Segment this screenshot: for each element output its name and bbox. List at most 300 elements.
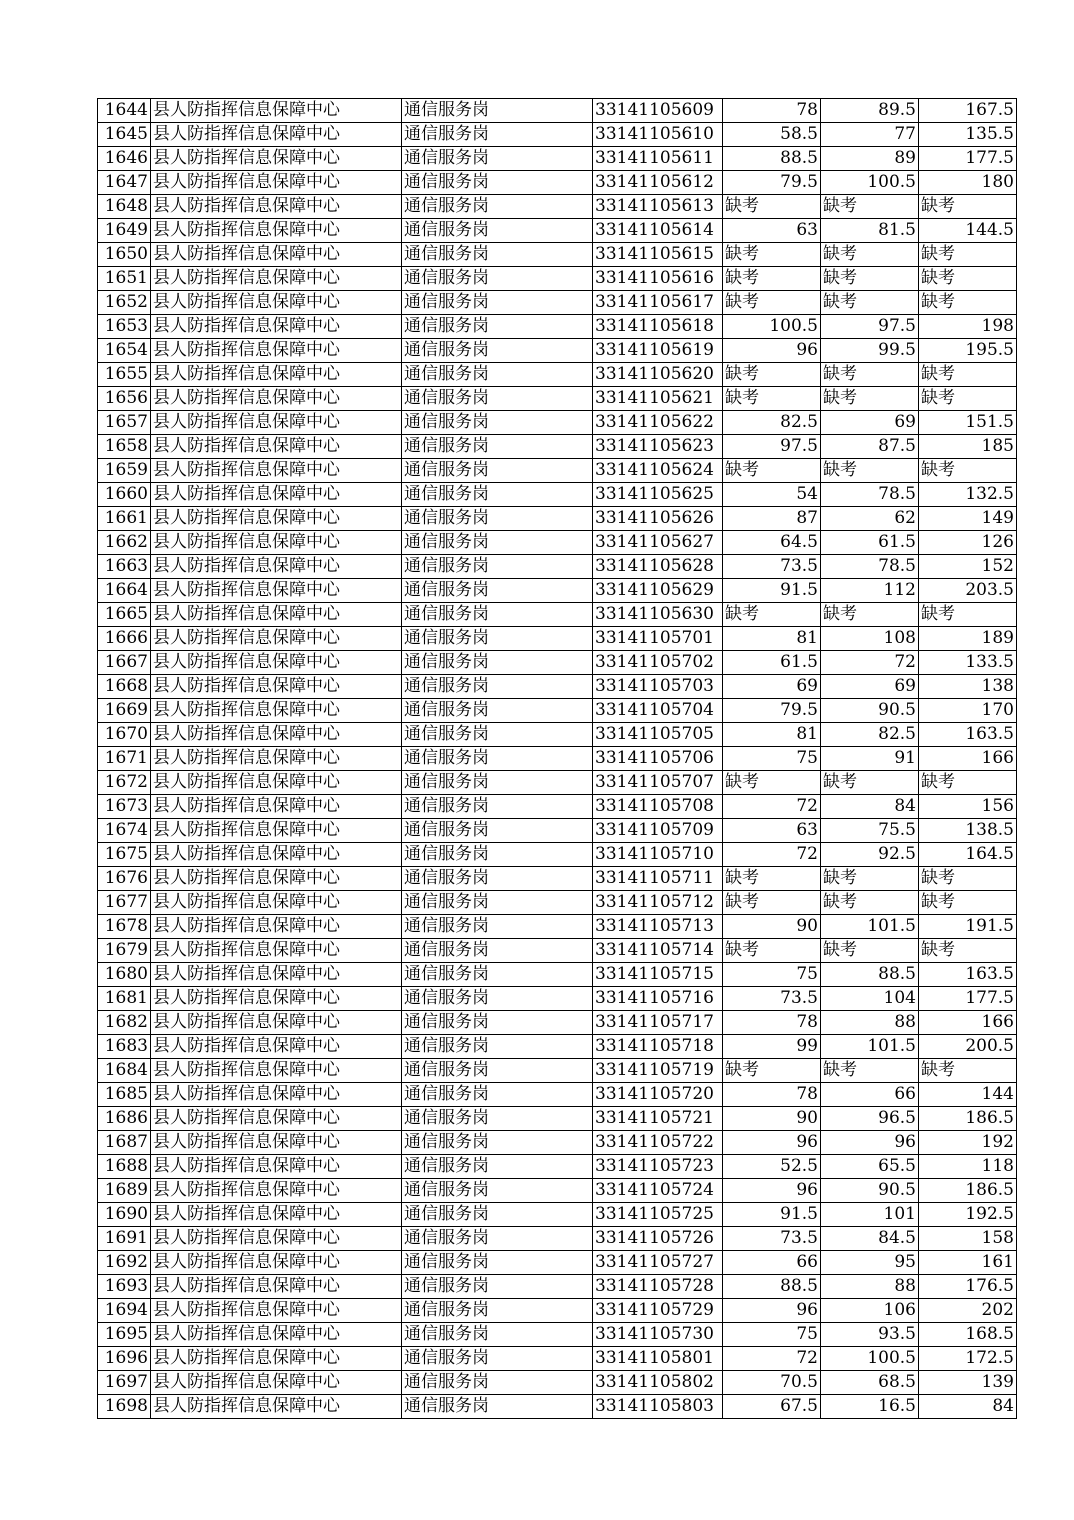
- unit-cell: 县人防指挥信息保障中心: [151, 171, 402, 195]
- table-row: [98, 411, 1017, 435]
- score-2-cell: 100.5: [821, 1347, 919, 1371]
- unit-cell: 县人防指挥信息保障中心: [151, 963, 402, 987]
- row-index-cell: 1672: [98, 771, 151, 795]
- position-cell: 通信服务岗: [402, 1395, 593, 1419]
- unit-cell: 县人防指挥信息保障中心: [151, 291, 402, 315]
- position-cell: 通信服务岗: [402, 867, 593, 891]
- score-2-cell: 89: [821, 147, 919, 171]
- score-1-cell: 63: [723, 819, 821, 843]
- score-1-cell: 82.5: [723, 411, 821, 435]
- score-2-cell: 缺考: [821, 195, 919, 219]
- score-2-cell: 112: [821, 579, 919, 603]
- score-1-cell: 91.5: [723, 579, 821, 603]
- score-1-cell: 缺考: [723, 939, 821, 963]
- score-table: [97, 98, 1017, 1419]
- table-row: [98, 1371, 1017, 1395]
- table-row: [98, 1395, 1017, 1419]
- unit-cell: 县人防指挥信息保障中心: [151, 243, 402, 267]
- exam-id-cell: 33141105707: [593, 771, 723, 795]
- position-cell: 通信服务岗: [402, 1299, 593, 1323]
- score-1-cell: 90: [723, 915, 821, 939]
- score-2-cell: 65.5: [821, 1155, 919, 1179]
- total-score-cell: 202: [919, 1299, 1017, 1323]
- exam-id-cell: 33141105717: [593, 1011, 723, 1035]
- score-2-cell: 99.5: [821, 339, 919, 363]
- score-1-cell: 缺考: [723, 1059, 821, 1083]
- total-score-cell: 195.5: [919, 339, 1017, 363]
- unit-cell: 县人防指挥信息保障中心: [151, 267, 402, 291]
- score-2-cell: 68.5: [821, 1371, 919, 1395]
- exam-id-cell: 33141105716: [593, 987, 723, 1011]
- table-row: [98, 1011, 1017, 1035]
- row-index-cell: 1650: [98, 243, 151, 267]
- table-row: [98, 123, 1017, 147]
- table-row: [98, 819, 1017, 843]
- row-index-cell: 1696: [98, 1347, 151, 1371]
- unit-cell: 县人防指挥信息保障中心: [151, 867, 402, 891]
- unit-cell: 县人防指挥信息保障中心: [151, 891, 402, 915]
- score-1-cell: 81: [723, 627, 821, 651]
- score-2-cell: 缺考: [821, 891, 919, 915]
- score-2-cell: 108: [821, 627, 919, 651]
- position-cell: 通信服务岗: [402, 459, 593, 483]
- unit-cell: 县人防指挥信息保障中心: [151, 123, 402, 147]
- exam-id-cell: 33141105709: [593, 819, 723, 843]
- position-cell: 通信服务岗: [402, 747, 593, 771]
- row-index-cell: 1681: [98, 987, 151, 1011]
- table-row: [98, 363, 1017, 387]
- unit-cell: 县人防指挥信息保障中心: [151, 987, 402, 1011]
- score-1-cell: 64.5: [723, 531, 821, 555]
- table-row: [98, 531, 1017, 555]
- exam-id-cell: 33141105629: [593, 579, 723, 603]
- table-row: [98, 1323, 1017, 1347]
- table-row: [98, 315, 1017, 339]
- score-2-cell: 缺考: [821, 771, 919, 795]
- row-index-cell: 1654: [98, 339, 151, 363]
- exam-id-cell: 33141105719: [593, 1059, 723, 1083]
- table-row: [98, 1275, 1017, 1299]
- total-score-cell: 138: [919, 675, 1017, 699]
- row-index-cell: 1695: [98, 1323, 151, 1347]
- position-cell: 通信服务岗: [402, 1251, 593, 1275]
- score-1-cell: 54: [723, 483, 821, 507]
- table-row: [98, 483, 1017, 507]
- exam-id-cell: 33141105727: [593, 1251, 723, 1275]
- row-index-cell: 1667: [98, 651, 151, 675]
- exam-id-cell: 33141105710: [593, 843, 723, 867]
- score-2-cell: 104: [821, 987, 919, 1011]
- total-score-cell: 139: [919, 1371, 1017, 1395]
- row-index-cell: 1646: [98, 147, 151, 171]
- exam-id-cell: 33141105704: [593, 699, 723, 723]
- exam-id-cell: 33141105715: [593, 963, 723, 987]
- total-score-cell: 135.5: [919, 123, 1017, 147]
- exam-id-cell: 33141105724: [593, 1179, 723, 1203]
- score-1-cell: 缺考: [723, 291, 821, 315]
- row-index-cell: 1684: [98, 1059, 151, 1083]
- unit-cell: 县人防指挥信息保障中心: [151, 1299, 402, 1323]
- unit-cell: 县人防指挥信息保障中心: [151, 483, 402, 507]
- row-index-cell: 1698: [98, 1395, 151, 1419]
- score-2-cell: 缺考: [821, 387, 919, 411]
- score-2-cell: 缺考: [821, 867, 919, 891]
- position-cell: 通信服务岗: [402, 579, 593, 603]
- row-index-cell: 1682: [98, 1011, 151, 1035]
- row-index-cell: 1669: [98, 699, 151, 723]
- score-2-cell: 78.5: [821, 555, 919, 579]
- row-index-cell: 1679: [98, 939, 151, 963]
- total-score-cell: 177.5: [919, 987, 1017, 1011]
- total-score-cell: 191.5: [919, 915, 1017, 939]
- score-1-cell: 72: [723, 795, 821, 819]
- table-row: [98, 915, 1017, 939]
- unit-cell: 县人防指挥信息保障中心: [151, 1035, 402, 1059]
- exam-id-cell: 33141105613: [593, 195, 723, 219]
- score-2-cell: 82.5: [821, 723, 919, 747]
- row-index-cell: 1657: [98, 411, 151, 435]
- row-index-cell: 1676: [98, 867, 151, 891]
- unit-cell: 县人防指挥信息保障中心: [151, 1011, 402, 1035]
- exam-id-cell: 33141105728: [593, 1275, 723, 1299]
- position-cell: 通信服务岗: [402, 1227, 593, 1251]
- score-2-cell: 72: [821, 651, 919, 675]
- table-row: [98, 171, 1017, 195]
- score-2-cell: 90.5: [821, 1179, 919, 1203]
- table-row: [98, 1083, 1017, 1107]
- score-2-cell: 缺考: [821, 267, 919, 291]
- row-index-cell: 1662: [98, 531, 151, 555]
- unit-cell: 县人防指挥信息保障中心: [151, 1083, 402, 1107]
- score-table-body: [98, 99, 1017, 1419]
- position-cell: 通信服务岗: [402, 315, 593, 339]
- row-index-cell: 1645: [98, 123, 151, 147]
- table-row: [98, 699, 1017, 723]
- table-row: [98, 603, 1017, 627]
- row-index-cell: 1673: [98, 795, 151, 819]
- unit-cell: 县人防指挥信息保障中心: [151, 219, 402, 243]
- exam-id-cell: 33141105621: [593, 387, 723, 411]
- exam-id-cell: 33141105726: [593, 1227, 723, 1251]
- total-score-cell: 172.5: [919, 1347, 1017, 1371]
- total-score-cell: 缺考: [919, 459, 1017, 483]
- table-row: [98, 747, 1017, 771]
- exam-id-cell: 33141105711: [593, 867, 723, 891]
- unit-cell: 县人防指挥信息保障中心: [151, 555, 402, 579]
- score-2-cell: 96: [821, 1131, 919, 1155]
- row-index-cell: 1644: [98, 99, 151, 123]
- position-cell: 通信服务岗: [402, 675, 593, 699]
- row-index-cell: 1648: [98, 195, 151, 219]
- table-row: [98, 459, 1017, 483]
- score-2-cell: 101.5: [821, 915, 919, 939]
- score-2-cell: 缺考: [821, 243, 919, 267]
- score-2-cell: 16.5: [821, 1395, 919, 1419]
- exam-id-cell: 33141105624: [593, 459, 723, 483]
- position-cell: 通信服务岗: [402, 1131, 593, 1155]
- position-cell: 通信服务岗: [402, 1155, 593, 1179]
- table-row: [98, 99, 1017, 123]
- exam-id-cell: 33141105708: [593, 795, 723, 819]
- unit-cell: 县人防指挥信息保障中心: [151, 675, 402, 699]
- table-row: [98, 195, 1017, 219]
- table-row: [98, 339, 1017, 363]
- score-1-cell: 缺考: [723, 771, 821, 795]
- score-1-cell: 缺考: [723, 387, 821, 411]
- total-score-cell: 186.5: [919, 1107, 1017, 1131]
- exam-id-cell: 33141105703: [593, 675, 723, 699]
- total-score-cell: 133.5: [919, 651, 1017, 675]
- total-score-cell: 185: [919, 435, 1017, 459]
- total-score-cell: 161: [919, 1251, 1017, 1275]
- exam-id-cell: 33141105619: [593, 339, 723, 363]
- score-1-cell: 91.5: [723, 1203, 821, 1227]
- exam-id-cell: 33141105803: [593, 1395, 723, 1419]
- row-index-cell: 1691: [98, 1227, 151, 1251]
- exam-id-cell: 33141105705: [593, 723, 723, 747]
- position-cell: 通信服务岗: [402, 195, 593, 219]
- score-1-cell: 96: [723, 1299, 821, 1323]
- score-2-cell: 69: [821, 675, 919, 699]
- position-cell: 通信服务岗: [402, 387, 593, 411]
- table-row: [98, 795, 1017, 819]
- score-2-cell: 缺考: [821, 603, 919, 627]
- score-1-cell: 75: [723, 963, 821, 987]
- score-1-cell: 87: [723, 507, 821, 531]
- table-row: [98, 771, 1017, 795]
- total-score-cell: 200.5: [919, 1035, 1017, 1059]
- position-cell: 通信服务岗: [402, 1011, 593, 1035]
- score-1-cell: 96: [723, 1179, 821, 1203]
- score-1-cell: 75: [723, 1323, 821, 1347]
- score-1-cell: 73.5: [723, 987, 821, 1011]
- row-index-cell: 1653: [98, 315, 151, 339]
- exam-id-cell: 33141105722: [593, 1131, 723, 1155]
- total-score-cell: 缺考: [919, 939, 1017, 963]
- table-row: [98, 435, 1017, 459]
- unit-cell: 县人防指挥信息保障中心: [151, 1275, 402, 1299]
- position-cell: 通信服务岗: [402, 531, 593, 555]
- position-cell: 通信服务岗: [402, 1371, 593, 1395]
- table-row: [98, 963, 1017, 987]
- unit-cell: 县人防指挥信息保障中心: [151, 1227, 402, 1251]
- row-index-cell: 1683: [98, 1035, 151, 1059]
- total-score-cell: 177.5: [919, 147, 1017, 171]
- unit-cell: 县人防指挥信息保障中心: [151, 99, 402, 123]
- exam-id-cell: 33141105630: [593, 603, 723, 627]
- score-2-cell: 缺考: [821, 459, 919, 483]
- total-score-cell: 167.5: [919, 99, 1017, 123]
- score-1-cell: 100.5: [723, 315, 821, 339]
- table-row: [98, 627, 1017, 651]
- unit-cell: 县人防指挥信息保障中心: [151, 315, 402, 339]
- unit-cell: 县人防指挥信息保障中心: [151, 1251, 402, 1275]
- position-cell: 通信服务岗: [402, 723, 593, 747]
- total-score-cell: 缺考: [919, 603, 1017, 627]
- score-2-cell: 88.5: [821, 963, 919, 987]
- row-index-cell: 1664: [98, 579, 151, 603]
- table-row: [98, 1131, 1017, 1155]
- total-score-cell: 144: [919, 1083, 1017, 1107]
- row-index-cell: 1668: [98, 675, 151, 699]
- position-cell: 通信服务岗: [402, 1347, 593, 1371]
- unit-cell: 县人防指挥信息保障中心: [151, 723, 402, 747]
- total-score-cell: 缺考: [919, 771, 1017, 795]
- row-index-cell: 1675: [98, 843, 151, 867]
- row-index-cell: 1688: [98, 1155, 151, 1179]
- score-1-cell: 66: [723, 1251, 821, 1275]
- position-cell: 通信服务岗: [402, 411, 593, 435]
- row-index-cell: 1658: [98, 435, 151, 459]
- table-row: [98, 1347, 1017, 1371]
- position-cell: 通信服务岗: [402, 1083, 593, 1107]
- total-score-cell: 84: [919, 1395, 1017, 1419]
- table-row: [98, 891, 1017, 915]
- exam-id-cell: 33141105702: [593, 651, 723, 675]
- position-cell: 通信服务岗: [402, 1059, 593, 1083]
- table-row: [98, 1179, 1017, 1203]
- score-2-cell: 106: [821, 1299, 919, 1323]
- position-cell: 通信服务岗: [402, 603, 593, 627]
- total-score-cell: 168.5: [919, 1323, 1017, 1347]
- score-1-cell: 78: [723, 99, 821, 123]
- unit-cell: 县人防指挥信息保障中心: [151, 531, 402, 555]
- score-2-cell: 101.5: [821, 1035, 919, 1059]
- exam-id-cell: 33141105623: [593, 435, 723, 459]
- score-2-cell: 97.5: [821, 315, 919, 339]
- score-2-cell: 95: [821, 1251, 919, 1275]
- row-index-cell: 1697: [98, 1371, 151, 1395]
- exam-id-cell: 33141105714: [593, 939, 723, 963]
- unit-cell: 县人防指挥信息保障中心: [151, 651, 402, 675]
- score-2-cell: 93.5: [821, 1323, 919, 1347]
- total-score-cell: 152: [919, 555, 1017, 579]
- row-index-cell: 1666: [98, 627, 151, 651]
- exam-id-cell: 33141105627: [593, 531, 723, 555]
- score-1-cell: 75: [723, 747, 821, 771]
- position-cell: 通信服务岗: [402, 819, 593, 843]
- score-1-cell: 73.5: [723, 555, 821, 579]
- score-1-cell: 81: [723, 723, 821, 747]
- score-1-cell: 79.5: [723, 699, 821, 723]
- row-index-cell: 1694: [98, 1299, 151, 1323]
- score-2-cell: 84.5: [821, 1227, 919, 1251]
- exam-id-cell: 33141105614: [593, 219, 723, 243]
- exam-id-cell: 33141105720: [593, 1083, 723, 1107]
- score-1-cell: 78: [723, 1011, 821, 1035]
- score-1-cell: 88.5: [723, 1275, 821, 1299]
- position-cell: 通信服务岗: [402, 651, 593, 675]
- table-row: [98, 651, 1017, 675]
- row-index-cell: 1687: [98, 1131, 151, 1155]
- unit-cell: 县人防指挥信息保障中心: [151, 939, 402, 963]
- exam-id-cell: 33141105610: [593, 123, 723, 147]
- score-2-cell: 88: [821, 1011, 919, 1035]
- position-cell: 通信服务岗: [402, 123, 593, 147]
- table-row: [98, 267, 1017, 291]
- score-1-cell: 67.5: [723, 1395, 821, 1419]
- position-cell: 通信服务岗: [402, 1323, 593, 1347]
- exam-id-cell: 33141105625: [593, 483, 723, 507]
- score-1-cell: 缺考: [723, 195, 821, 219]
- total-score-cell: 180: [919, 171, 1017, 195]
- position-cell: 通信服务岗: [402, 219, 593, 243]
- exam-id-cell: 33141105611: [593, 147, 723, 171]
- unit-cell: 县人防指挥信息保障中心: [151, 1203, 402, 1227]
- position-cell: 通信服务岗: [402, 267, 593, 291]
- position-cell: 通信服务岗: [402, 1203, 593, 1227]
- total-score-cell: 186.5: [919, 1179, 1017, 1203]
- row-index-cell: 1665: [98, 603, 151, 627]
- unit-cell: 县人防指挥信息保障中心: [151, 387, 402, 411]
- score-1-cell: 72: [723, 1347, 821, 1371]
- score-1-cell: 缺考: [723, 891, 821, 915]
- score-1-cell: 58.5: [723, 123, 821, 147]
- total-score-cell: 163.5: [919, 723, 1017, 747]
- row-index-cell: 1680: [98, 963, 151, 987]
- unit-cell: 县人防指挥信息保障中心: [151, 1059, 402, 1083]
- unit-cell: 县人防指挥信息保障中心: [151, 339, 402, 363]
- row-index-cell: 1652: [98, 291, 151, 315]
- row-index-cell: 1656: [98, 387, 151, 411]
- exam-id-cell: 33141105802: [593, 1371, 723, 1395]
- row-index-cell: 1649: [98, 219, 151, 243]
- total-score-cell: 170: [919, 699, 1017, 723]
- position-cell: 通信服务岗: [402, 1035, 593, 1059]
- position-cell: 通信服务岗: [402, 891, 593, 915]
- row-index-cell: 1678: [98, 915, 151, 939]
- exam-id-cell: 33141105706: [593, 747, 723, 771]
- total-score-cell: 166: [919, 1011, 1017, 1035]
- table-row: [98, 147, 1017, 171]
- unit-cell: 县人防指挥信息保障中心: [151, 411, 402, 435]
- total-score-cell: 缺考: [919, 891, 1017, 915]
- table-row: [98, 1035, 1017, 1059]
- unit-cell: 县人防指挥信息保障中心: [151, 147, 402, 171]
- row-index-cell: 1689: [98, 1179, 151, 1203]
- score-1-cell: 97.5: [723, 435, 821, 459]
- score-2-cell: 88: [821, 1275, 919, 1299]
- total-score-cell: 126: [919, 531, 1017, 555]
- unit-cell: 县人防指挥信息保障中心: [151, 603, 402, 627]
- position-cell: 通信服务岗: [402, 987, 593, 1011]
- position-cell: 通信服务岗: [402, 147, 593, 171]
- row-index-cell: 1686: [98, 1107, 151, 1131]
- exam-id-cell: 33141105729: [593, 1299, 723, 1323]
- position-cell: 通信服务岗: [402, 339, 593, 363]
- score-1-cell: 88.5: [723, 147, 821, 171]
- exam-id-cell: 33141105628: [593, 555, 723, 579]
- unit-cell: 县人防指挥信息保障中心: [151, 699, 402, 723]
- score-1-cell: 96: [723, 1131, 821, 1155]
- position-cell: 通信服务岗: [402, 771, 593, 795]
- score-2-cell: 66: [821, 1083, 919, 1107]
- unit-cell: 县人防指挥信息保障中心: [151, 435, 402, 459]
- score-1-cell: 61.5: [723, 651, 821, 675]
- unit-cell: 县人防指挥信息保障中心: [151, 1179, 402, 1203]
- unit-cell: 县人防指挥信息保障中心: [151, 459, 402, 483]
- unit-cell: 县人防指挥信息保障中心: [151, 1155, 402, 1179]
- position-cell: 通信服务岗: [402, 483, 593, 507]
- exam-id-cell: 33141105713: [593, 915, 723, 939]
- position-cell: 通信服务岗: [402, 171, 593, 195]
- position-cell: 通信服务岗: [402, 363, 593, 387]
- score-2-cell: 缺考: [821, 291, 919, 315]
- unit-cell: 县人防指挥信息保障中心: [151, 1131, 402, 1155]
- table-row: [98, 1155, 1017, 1179]
- score-2-cell: 90.5: [821, 699, 919, 723]
- total-score-cell: 198: [919, 315, 1017, 339]
